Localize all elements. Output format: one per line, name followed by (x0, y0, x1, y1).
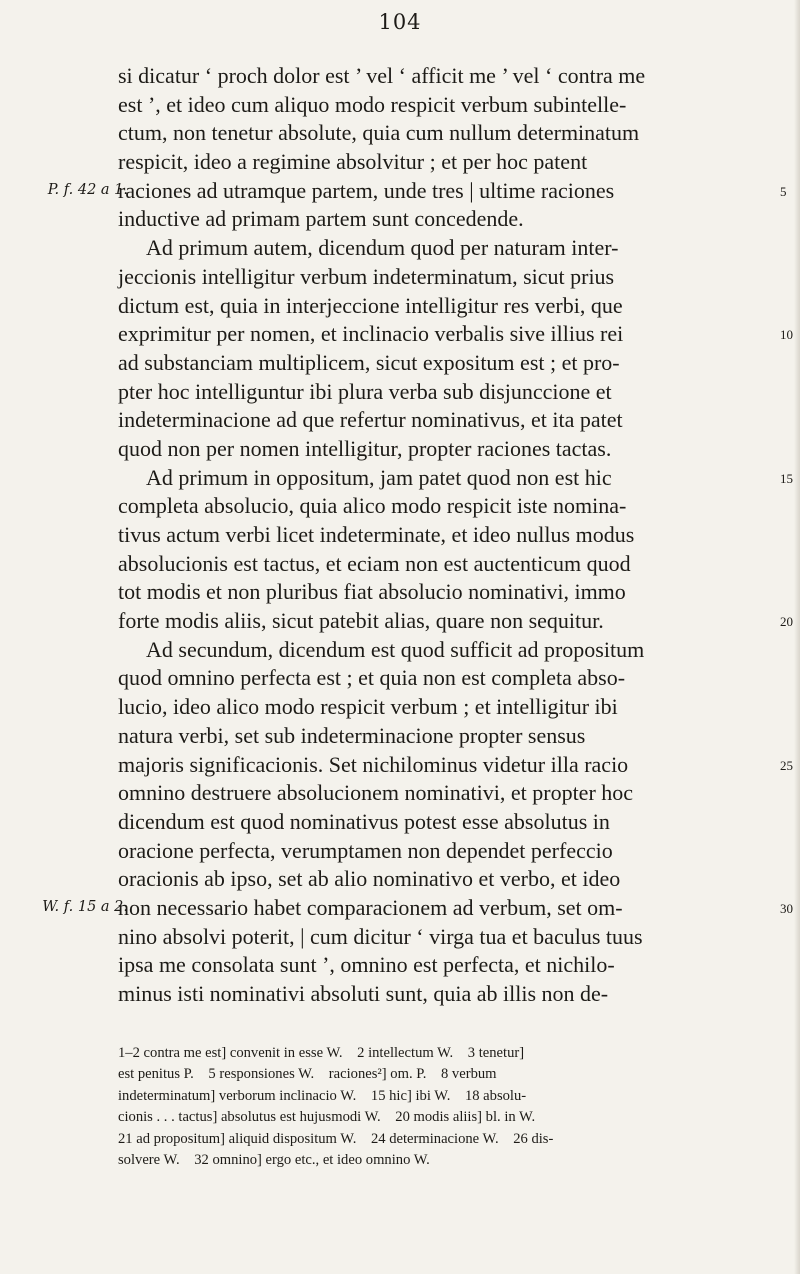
text-line (118, 62, 788, 91)
line-text: exprimitur per nomen, et inclinacio verbalis sive illius rei (118, 321, 624, 347)
scan-edge-shadow (794, 0, 800, 1274)
text-line (118, 980, 788, 1009)
line-text: quod omnino perfecta est ; et quia non est completa abso- (118, 665, 626, 691)
line-text: respicit, ideo a regimine absolvitur ; et per hoc patent (118, 149, 588, 175)
line-number: 25 (780, 757, 793, 773)
text-line (118, 808, 788, 837)
text-line (118, 607, 793, 636)
text-line (118, 148, 788, 177)
line-text: inductive ad primam partem sunt concedende. (118, 206, 524, 232)
text-line (118, 865, 788, 894)
text-line (118, 234, 788, 263)
text-line (118, 521, 788, 550)
apparatus-line: indeterminatum] verborum inclinacio W. 15 hic] ibi W. 18 absolu- (118, 1087, 527, 1104)
line-text: nino absolvi poterit, | cum dicitur ‘ virga tua et baculus tuus (118, 923, 643, 949)
line-text: est ’, et ideo cum aliquo modo respicit verbum subintelle- (118, 91, 627, 117)
line-text: indeterminacione ad que refertur nominativus, et ita patet (118, 407, 623, 433)
line-text: Ad primum in oppositum, jam patet quod non est hic (146, 464, 612, 490)
text-line (118, 464, 793, 493)
text-line (118, 177, 788, 206)
text-line (118, 205, 788, 234)
apparatus-line: cionis . . . tactus] absolutus est hujusmodi W. 20 modis aliis] bl. in W. (118, 1109, 536, 1126)
line-number: 30 (780, 900, 793, 916)
line-text: omnino destruere absolucionem nominativi, et propter hoc (118, 780, 634, 806)
apparatus-line: solvere W. 32 omnino] ergo etc., et ideo omnino W. (118, 1151, 430, 1168)
text-line (118, 292, 788, 321)
margin-siglum: P. f. 42 a 1. (47, 181, 128, 198)
line-text: non necessario habet comparacionem ad verbum, set om- (118, 894, 623, 920)
margin-siglum: W. f. 15 a 2. (42, 899, 128, 916)
line-number: 5 (780, 183, 787, 199)
line-text: minus isti nominativi absoluti sunt, quia ab illis non de- (118, 981, 609, 1006)
critical-apparatus (118, 1043, 758, 1171)
text-line (118, 693, 788, 722)
line-number: 15 (780, 470, 793, 486)
line-text: ctum, non tenetur absolute, quia cum nullum determinatum (118, 120, 640, 146)
line-text: lucio, ideo alico modo respicit verbum ; et intelligitur ibi (118, 694, 618, 720)
text-line (118, 894, 793, 923)
text-line (118, 779, 788, 808)
line-text: Ad primum autem, dicendum quod per naturam inter- (146, 235, 619, 261)
text-line (118, 349, 788, 378)
line-text: oracionis ab ipso, set ab alio nominativo et verbo, et ideo (118, 866, 621, 892)
text-line (118, 406, 788, 435)
line-text: ipsa me consolata sunt ’, omnino est perfecta, et nichilo- (118, 952, 615, 978)
line-text: natura verbi, set sub indeterminacione propter sensus (118, 722, 586, 748)
text-line (118, 578, 788, 607)
line-text: tivus actum verbi licet indeterminate, et ideo nullus modus (118, 522, 635, 547)
line-text: jeccionis intelligitur verbum indeterminatum, sicut prius (118, 263, 615, 289)
text-line (118, 722, 788, 751)
line-text: Ad secundum, dicendum est quod sufficit ad propositum (146, 636, 645, 662)
text-line (118, 837, 788, 866)
text-line (118, 550, 788, 579)
text-line (118, 951, 788, 980)
line-text: absolucionis est tactus, et eciam non est auctenticum quod (118, 550, 631, 576)
apparatus-line: 21 ad propositum] aliquid dispositum W. 24 determinacione W. 26 dis- (118, 1130, 554, 1147)
line-text: dicendum est quod nominativus potest esse absolutus in (118, 808, 610, 834)
line-text: ad substanciam multiplicem, sicut expositum est ; et pro- (118, 349, 620, 375)
page-number: 104 (378, 10, 422, 34)
text-line (118, 636, 788, 665)
line-text: raciones ad utramque partem, unde tres | ultime raciones (118, 177, 615, 203)
main-text (118, 62, 793, 1009)
line-number: 20 (780, 614, 793, 630)
text-line (118, 923, 788, 952)
line-text: quod non per nomen intelligitur, propter raciones tactas. (118, 435, 612, 461)
text-line (118, 751, 793, 780)
text-line (118, 263, 788, 292)
line-text: majoris significacionis. Set nichilominus videtur illa racio (118, 751, 629, 777)
line-text: si dicatur ‘ proch dolor est ’ vel ‘ afficit me ’ vel ‘ contra me (118, 63, 646, 88)
text-line (118, 320, 793, 349)
text-line (118, 435, 788, 464)
apparatus-line: est penitus P. 5 responsiones W. raciones²] om. P. 8 verbum (118, 1066, 497, 1083)
text-line (118, 91, 788, 120)
line-text: completa absolucio, quia alico modo respicit iste nomina- (118, 493, 627, 519)
apparatus-line: 1–2 contra me est] convenit in esse W. 2 intellectum W. 3 tenetur] (118, 1045, 525, 1061)
line-text: tot modis et non pluribus fiat absolucio nominativi, immo (118, 579, 626, 605)
line-text: oracione perfecta, verumptamen non dependet perfeccio (118, 837, 613, 863)
text-line (118, 492, 788, 521)
line-number: 10 (780, 327, 793, 343)
line-text: forte modis aliis, sicut patebit alias, quare non sequitur. (118, 608, 604, 634)
text-line (118, 378, 788, 407)
text-line (118, 119, 788, 148)
line-text: pter hoc intelliguntur ibi plura verba sub disjunccione et (118, 378, 612, 404)
line-text: dictum est, quia in interjeccione intelligitur res verbi, que (118, 292, 623, 318)
text-line (118, 664, 788, 693)
